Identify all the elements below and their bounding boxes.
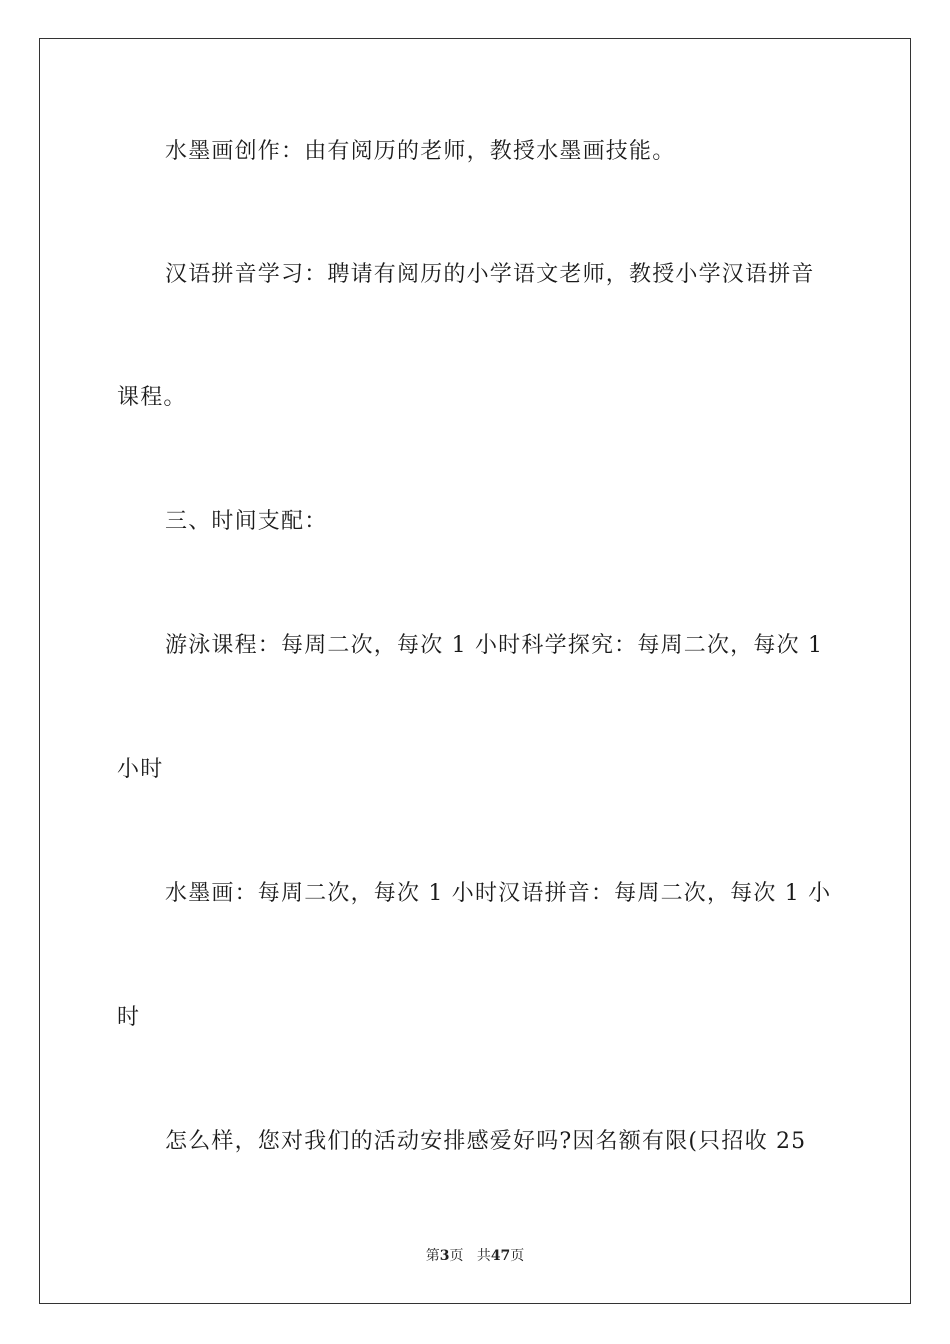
paragraph-line: 怎么样，您对我们的活动安排感爱好吗?因名额有限(只招收 25 — [165, 1129, 807, 1154]
paragraph-line: 课程。 — [117, 385, 187, 410]
paragraph-line: 时 — [117, 1005, 141, 1030]
footer-total-suffix: 页 — [510, 1248, 525, 1264]
footer-page-number: 3 — [439, 1248, 450, 1264]
footer-page-suffix: 页 — [449, 1248, 464, 1264]
page-border — [39, 38, 911, 1304]
page-footer — [0, 1246, 950, 1266]
footer-total-prefix: 共 — [476, 1248, 491, 1264]
paragraph-line: 水墨画：每周二次，每次 1 小时汉语拼音：每周二次，每次 1 小 — [165, 881, 832, 906]
paragraph-line: 游泳课程：每周二次，每次 1 小时科学探究：每周二次，每次 1 — [165, 633, 824, 658]
section-heading: 三、时间支配： — [165, 509, 328, 534]
footer-total-pages: 47 — [490, 1248, 511, 1264]
paragraph-line: 小时 — [117, 757, 164, 782]
footer-page-prefix: 第 — [425, 1248, 440, 1264]
paragraph-line: 汉语拼音学习：聘请有阅历的小学语文老师，教授小学汉语拼音 — [165, 262, 815, 287]
paragraph-line: 水墨画创作：由有阅历的老师，教授水墨画技能。 — [165, 139, 676, 164]
